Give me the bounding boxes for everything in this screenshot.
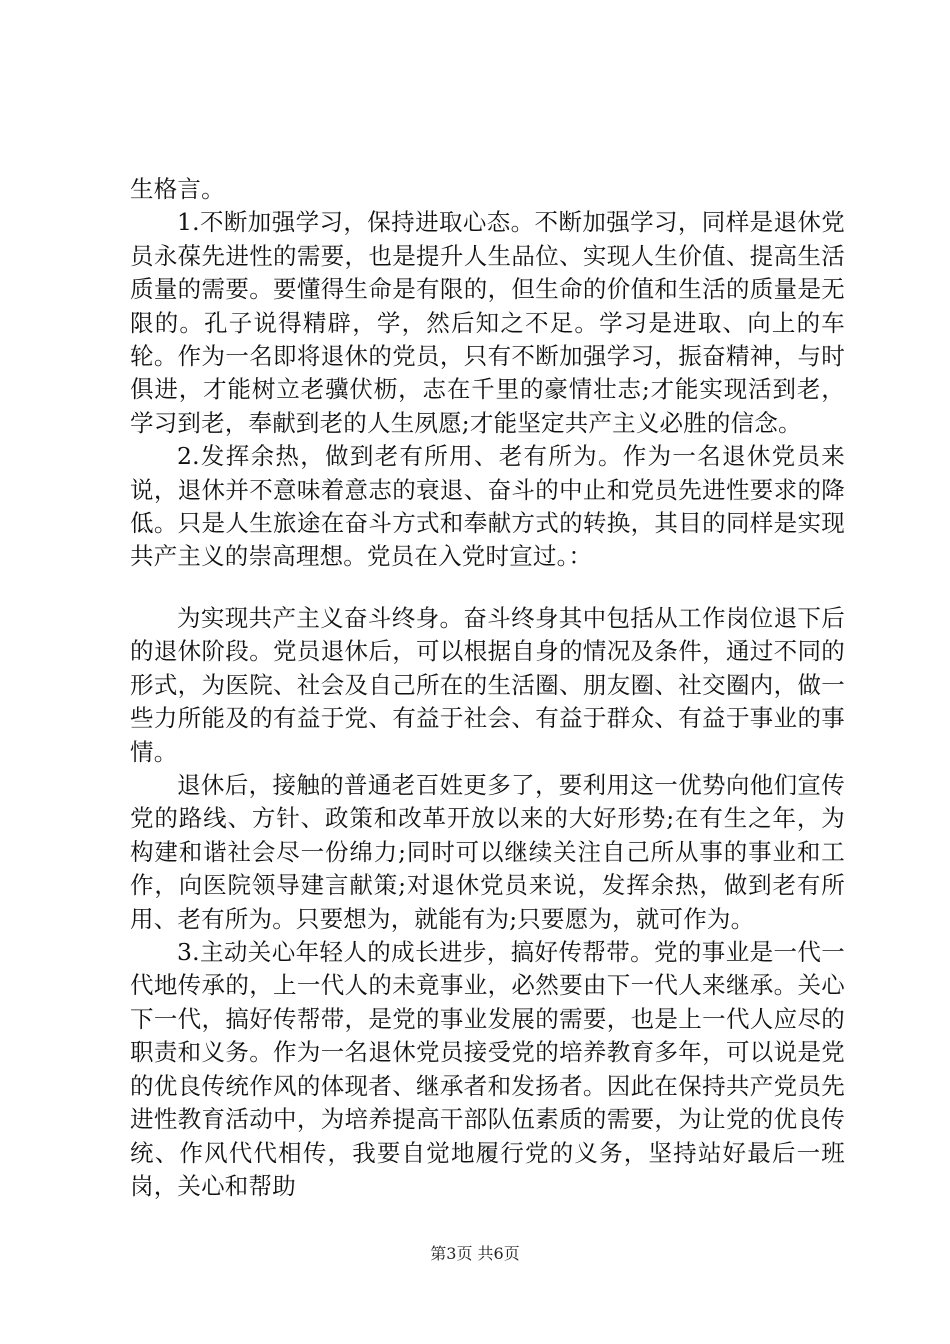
paragraph-item-2: 2.发挥余热，做到老有所用、老有所为。作为一名退休党员来说，退休并不意味着意志的衰退、奋斗的中止和党员先进性要求的降低。只是人生旅途在奋斗方式和奉献方式的转换，其目的同样是实现共产主义的崇高理想。党员在入党时宣过。： [130,442,845,571]
page-number-footer: 第3页 共6页 [430,1244,520,1263]
paragraph-item-3: 3.主动关心年轻人的成长进步，搞好传帮带。党的事业是一代一代地传承的，上一代人的未竟事业，必然要由下一代人来继承。关心下一代，搞好传帮带，是党的事业发展的需要，也是上一代人应尽的职责和义务。作为一名退休党员接受党的培养教育多年，可以说是党的优良传统作风的体现者、继承者和发扬者。因此在保持共产党员先进性教育活动中，为培养提高干部队伍素质的需要，为让党的优良传统、作风代代相传，我要自觉地履行党的义务，坚持站好最后一班岗，关心和帮助 [130,938,845,1200]
text-block-lower [130,602,845,1203]
text-block-upper [130,173,845,574]
paragraph-oath-continuation: 为实现共产主义奋斗终身。奋斗终身其中包括从工作岗位退下后的退休阶段。党员退休后，可以根据自身的情况及条件，通过不同的形式，为医院、社会及自己所在的生活圈、朋友圈、社交圈内，做一些力所能及的有益于党、有益于社会、有益于群众、有益于事业的事情。 [130,604,845,766]
paragraph-retirement: 退休后，接触的普通老百姓更多了，要利用这一优势向他们宣传党的路线、方针、政策和改革开放以来的大好形势;在有生之年，为构建和谐社会尽一份绵力;同时可以继续关注自己所从事的事业和工作，向医院领导建言献策;对退休党员来说，发挥余热，做到老有所用、老有所为。只要想为，就能有为;只要愿为，就可作为。 [130,771,845,933]
paragraph-item-1: 1.不断加强学习，保持进取心态。不断加强学习，同样是退休党员永葆先进性的需要，也是提升人生品位、实现人生价值、提高生活质量的需要。要懂得生命是有限的，但生命的价值和生活的质量是无限的。孔子说得精辟，学，然后知之不足。学习是进取、向上的车轮。作为一名即将退休的党员，只有不断加强学习，振奋精神，与时俱进，才能树立老骥伏枥，志在千里的豪情壮志;才能实现活到老，学习到老，奉献到老的人生夙愿;才能坚定共产主义必胜的信念。 [130,208,845,437]
paragraph-continuation: 生格言。 [130,175,225,203]
